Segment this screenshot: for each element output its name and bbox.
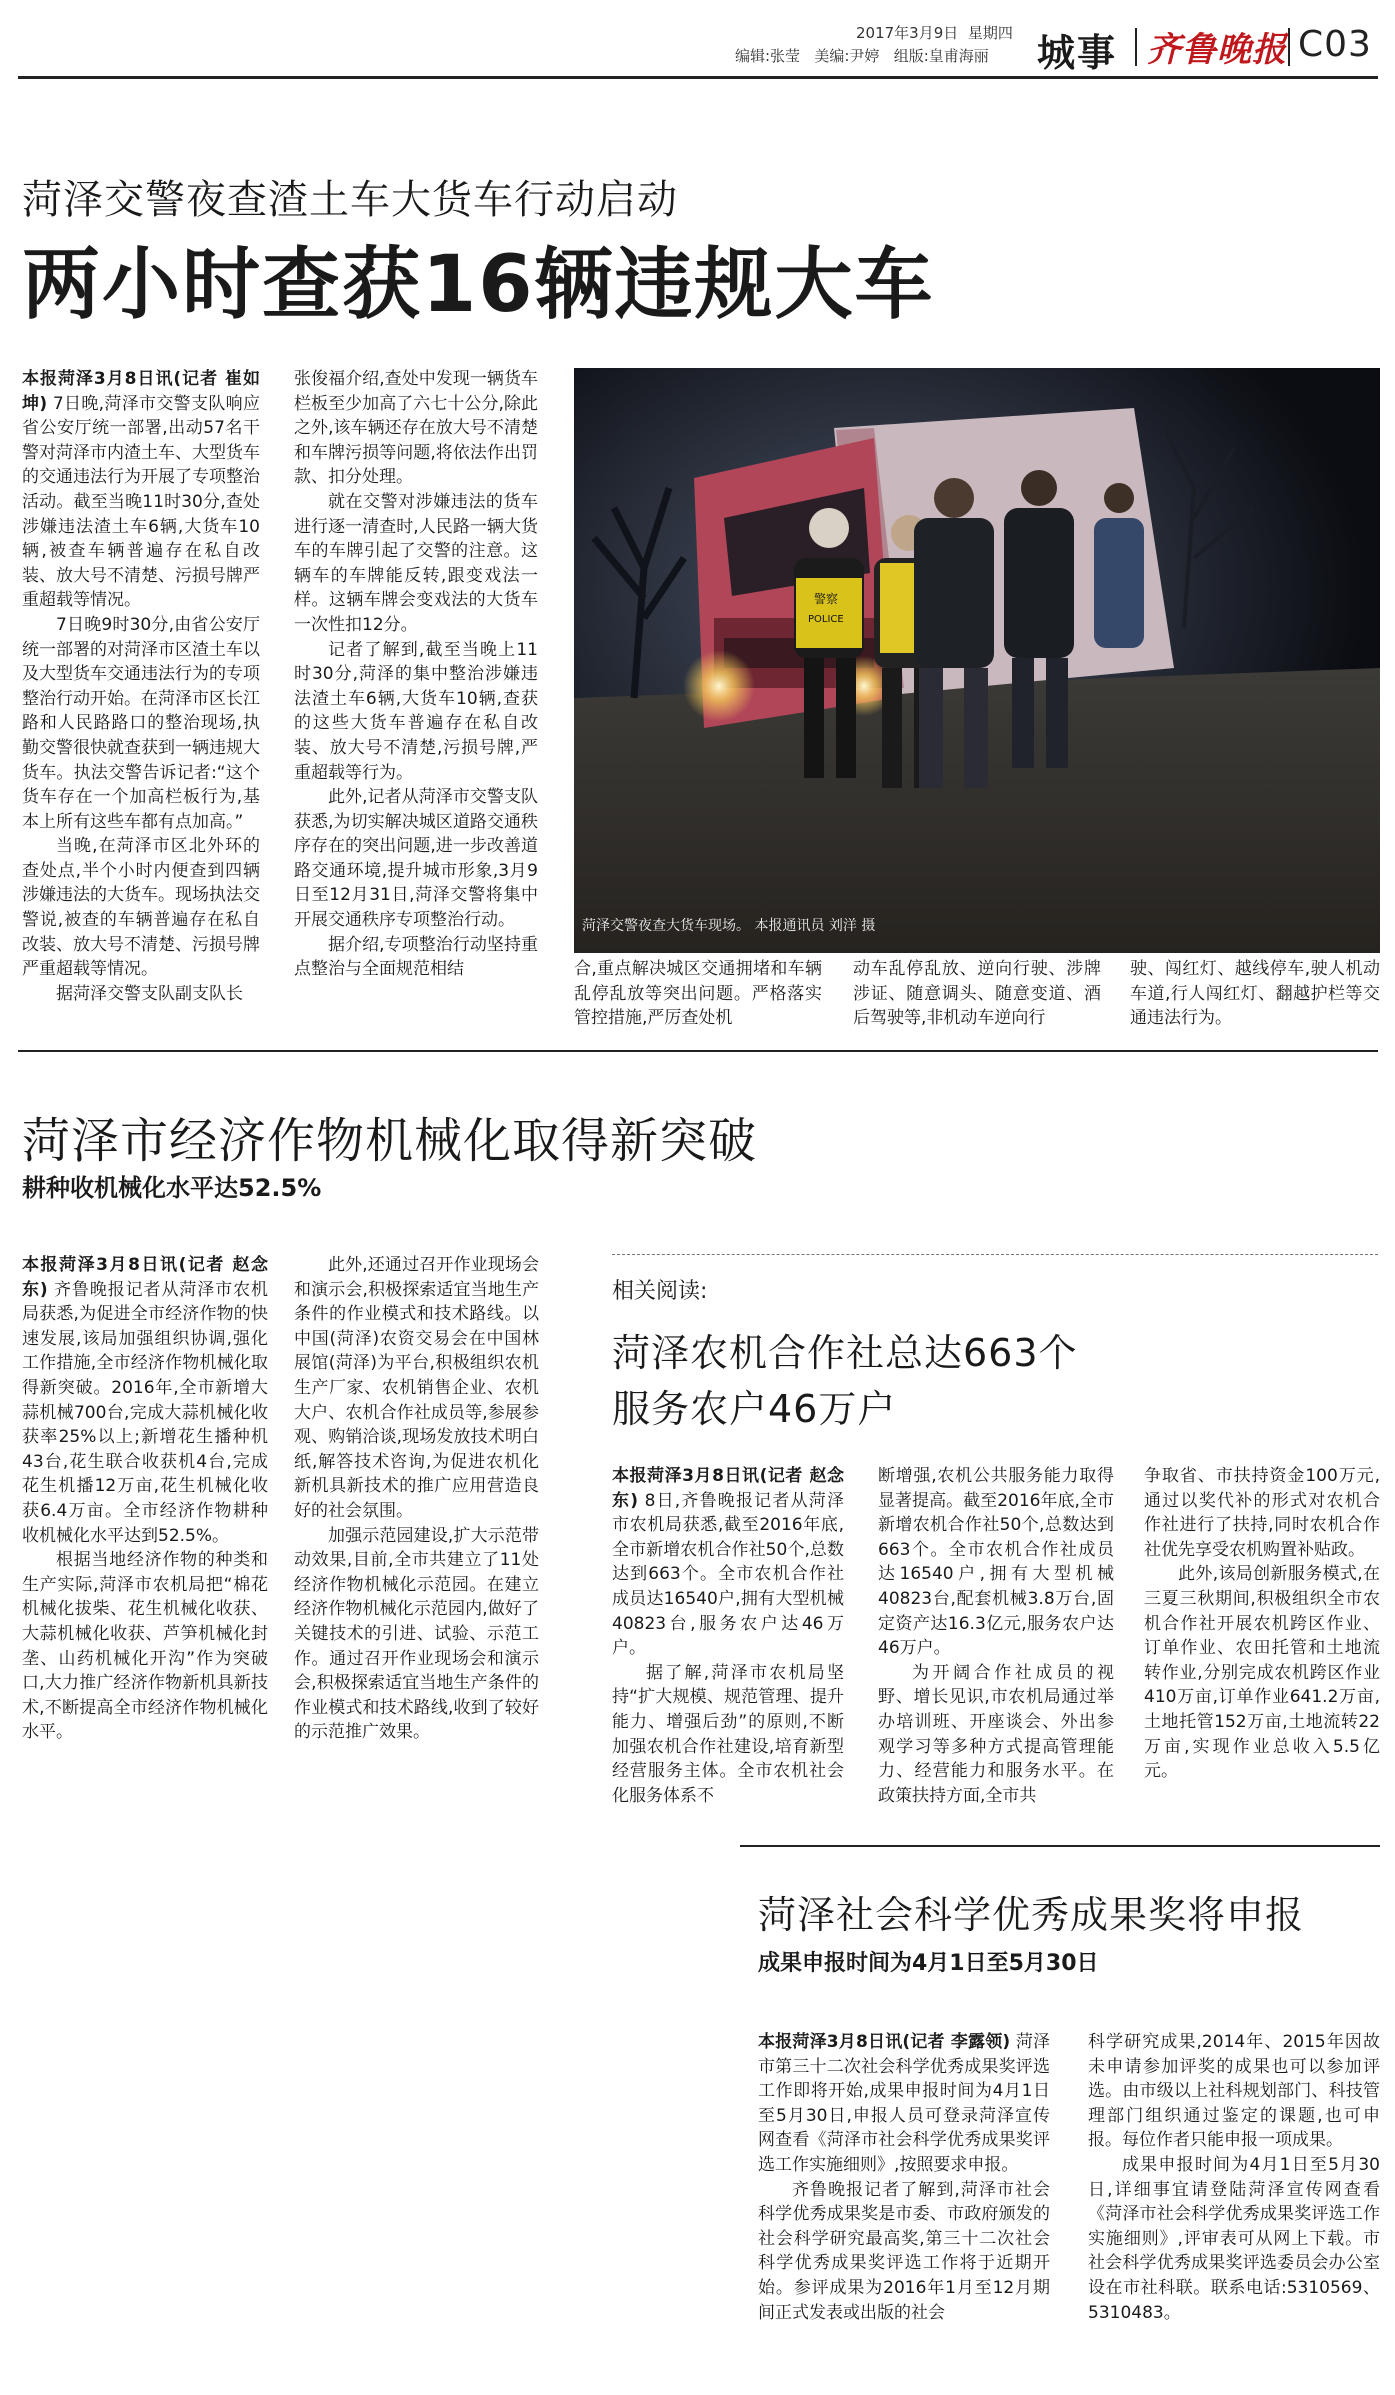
proof-credit: 组版:皇甫海丽 [893, 47, 989, 65]
photo-caption: 菏泽交警夜查大货车现场。 本报通讯员 刘洋 摄 [582, 918, 876, 934]
section-rule-1 [18, 1050, 1378, 1052]
article3-column-3 [1144, 1464, 1380, 1784]
article1-tail-column-1: 合,重点解决城区交通拥堵和车辆乱停乱放等突出问题。严格落实管控措施,严厉查处机 [574, 959, 822, 1029]
article1-paragraph: 本报菏泽3月8日讯(记者 崔如坤) 7日晚,菏泽市交警支队响应省公安厅统一部署,出动57名干警对菏泽市内渣土车、大型货车的交通违法行为开展了专项整治活动。截至当晚11时30分,查处涉嫌违法渣土车6辆,大货车10辆,被查车辆普遍存在私自改装、放大号不清楚、污损号牌严重超载等情况。 [22, 369, 260, 611]
article1-column-1 [22, 367, 260, 1006]
masthead-divider [1135, 28, 1137, 66]
article4-paragraph: 齐鲁晚报记者了解到,菏泽市社会科学优秀成果奖是市委、市政府颁发的社会科学研究最高奖,第三十二次社会科学优秀成果奖评选工作将于近期开始。参评成果为2016年1月至12月期间正式发表或出版的社会 [758, 2179, 1050, 2323]
article2-paragraph: 根据当地经济作物的种类和生产实际,菏泽市农机局把“棉花机械化拔柴、花生机械化收获、大蒜机械化收获、芦笋机械化封垄、山药机械化开沟”作为突破口,大力推广经济作物新机具新技术,不断提高全市经济作物机械化水平。 [22, 1550, 268, 1743]
article3-paragraph: 争取省、市扶持资金100万元,通过以奖代补的形式对农机合作社进行了扶持,同时农机合作社优先享受农机购置补贴政。 [1144, 1466, 1380, 1560]
article4-column-1 [758, 2030, 1050, 2325]
article1-tail-column-3: 驶、闯红灯、越线停车,驶人机动车道,行人闯红灯、翻越护栏等交通违法行为。 [1130, 959, 1380, 1029]
article3-paragraph: 据了解,菏泽市农机局坚持“扩大规模、规范管理、提升能力、增强后劲”的原则,不断加强农机合作社建设,培育新型经营服务主体。全市农机社会化服务体系不 [612, 1662, 844, 1806]
article1-kicker: 菏泽交警夜查渣土车大货车行动启动 [22, 177, 678, 223]
police-vest-label-en: POLICE [808, 614, 844, 625]
section-name: 城事 [1037, 31, 1118, 75]
article2-headline: 菏泽市经济作物机械化取得新突破 [22, 1113, 758, 1169]
editor-credit: 编辑:张莹 [735, 47, 801, 65]
article1-paragraph: 记者了解到,截至当晚上11时30分,菏泽的集中整治涉嫌违法渣土车6辆,大货车10辆,查获的这些大货车普遍存在私自改装、放大号不清楚,污损号牌,严重超载等行为。 [294, 639, 538, 783]
article2-paragraph: 此外,还通过召开作业现场会和演示会,积极探索适宜当地生产条件的作业模式和技术路线。以中国(菏泽)农资交易会在中国林展馆(菏泽)为平台,积极组织农机生产厂家、农机销售企业、农机大户、农机合作社成员等,参展参观、购销洽谈,现场发放技术明白纸,解答技术咨询,为促进农机化新机具新技术的推广应用营造良好的社会氛围。 [294, 1255, 539, 1521]
article3-headline-line-2: 服务农户46万户 [612, 1387, 897, 1431]
article2-column-2 [294, 1253, 539, 1745]
article3-column-1 [612, 1464, 844, 1808]
section-rule-2 [740, 1845, 1380, 1847]
masthead-credits [735, 45, 989, 66]
paper-logo: 齐鲁晚报 [1147, 30, 1287, 70]
article3-column-2 [878, 1464, 1114, 1808]
related-divider [612, 1254, 1378, 1255]
article1-tail-column-2: 动车乱停乱放、逆向行驶、涉牌涉证、随意调头、随意变道、酒后驾驶等,非机动车逆向行 [853, 959, 1101, 1029]
issue-date: 2017年3月9日 [856, 24, 959, 42]
article4-dateline: 本报菏泽3月8日讯(记者 李露领) [758, 2032, 1011, 2052]
article1-dateline: 本报菏泽3月8日讯(记者 崔如坤) [22, 369, 260, 414]
article1-paragraph: 7日晚9时30分,由省公安厅统一部署的对菏泽市区渣土车以及大型货车交通违法行为的专项整治行动开始。在菏泽市区长江路和人民路路口的整治现场,执勤交警很快就查获到一辆违规大货车。执法交警告诉记者:“这个货车存在一个加高栏板行为,基本上所有这些车都有点加高。” [22, 614, 260, 832]
article2-column-1 [22, 1253, 268, 1745]
article3-paragraph: 断增强,农机公共服务能力取得显著提高。截至2016年底,全市新增农机合作社50个,总数达到663个。全市农机合作社成员达16540户,拥有大型机械40823台,配套机械3.8万台,固定资产达16.3亿元,服务农户达46万户。 [878, 1466, 1114, 1659]
article3-headline-line-1: 菏泽农机合作社总达663个 [612, 1331, 1078, 1375]
article3-paragraph: 此外,该局创新服务模式,在三夏三秋期间,积极组织全市农机合作社开展农机跨区作业、订单作业、农田托管和土地流转作业,分别完成农机跨区作业410万亩,订单作业641.2万亩,土地托管152万亩,土地流转22万亩,实现作业总收入5.5亿元。 [1144, 1564, 1380, 1782]
article1-paragraph: 就在交警对涉嫌违法的货车进行逐一清查时,人民路一辆大货车的车牌引起了交警的注意。这辆车的车牌能反转,跟变戏法一样。这辆车牌会变戏法的大货车一次性扣12分。 [294, 491, 538, 635]
article2-paragraph: 加强示范园建设,扩大示范带动效果,目前,全市共建立了11处经济作物机械化示范园。在建立经济作物机械化示范园内,做好了关键技术的引进、试验、示范工作。通过召开作业现场会和演示会,积极探索适宜当地生产条件的作业模式和技术路线,收到了较好的示范推广效果。 [294, 1525, 539, 1743]
article4-paragraph: 本报菏泽3月8日讯(记者 李露领) 菏泽市第三十二次社会科学优秀成果奖评选工作即将开始,成果申报时间为4月1日至5月30日,申报人员可登录菏泽宣传网查看《菏泽市社会科学优秀成果奖评选工作实施细则》,按照要求申报。 [758, 2032, 1051, 2175]
article4-column-2 [1088, 2030, 1380, 2325]
article3-dateline: 本报菏泽3月8日讯(记者 赵念东) [612, 1466, 844, 1511]
page-code: C03 [1298, 24, 1372, 65]
article2-dateline: 本报菏泽3月8日讯(记者 赵念东) [22, 1255, 268, 1300]
article3-paragraph: 为开阔合作社成员的视野、增长见识,市农机局通过举办培训班、开座谈会、外出参观学习等多种方式提高管理能力、经营能力和服务水平。在政策扶持方面,全市共 [878, 1662, 1114, 1806]
article4-headline: 菏泽社会科学优秀成果奖将申报 [758, 1893, 1305, 1937]
article3-paragraph: 本报菏泽3月8日讯(记者 赵念东) 8日,齐鲁晚报记者从菏泽市农机局获悉,截至2016年底,全市新增农机合作社50个,总数达到663个。全市农机合作社成员达16540户,拥有大型机械40823台,服务农户达46万户。 [612, 1466, 844, 1659]
article1-headline: 两小时查获16辆违规大车 [22, 240, 935, 330]
article4-subhead: 成果申报时间为4月1日至5月30日 [758, 1951, 1099, 1976]
article1-paragraph: 张俊福介绍,查处中发现一辆货车栏板至少加高了六七十公分,除此之外,该车辆还存在放大号不清楚和车牌污损等问题,将依法作出罚款、扣分处理。 [294, 369, 538, 488]
night-checkpoint-photo [574, 368, 1380, 953]
masthead-date [856, 22, 1013, 43]
article1-column-2 [294, 367, 538, 982]
article1-paragraph: 当晚,在菏泽市区北外环的查处点,半个小时内便查到四辆涉嫌违法的大货车。现场执法交警说,被查的车辆普遍存在私自改装、放大号不清楚、污损号牌严重超载等情况。 [22, 836, 260, 980]
police-vest-label: 警察 [814, 592, 839, 606]
article4-paragraph: 成果申报时间为4月1日至5月30日,详细事宜请登陆菏泽宣传网查看《菏泽市社会科学优秀成果奖评选工作实施细则》,评审表可从网上下载。市社会科学优秀成果奖评选委员会办公室设在市社科联。联系电话:5310569、5310483。 [1088, 2154, 1380, 2323]
masthead-rule [18, 76, 1378, 79]
article1-paragraph: 据介绍,专项整治行动坚持重点整治与全面规范相结 [294, 934, 538, 980]
news-photo [574, 368, 1380, 953]
issue-weekday: 星期四 [967, 24, 1013, 42]
art-editor-credit: 美编:尹婷 [814, 47, 880, 65]
article2-subhead: 耕种收机械化水平达52.5% [22, 1174, 322, 1202]
article2-paragraph: 本报菏泽3月8日讯(记者 赵念东) 齐鲁晚报记者从菏泽市农机局获悉,为促进全市经济作物的快速发展,该局加强组织协调,强化工作措施,全市经济作物机械化取得新突破。2016年,全市新增大蒜机械700台,完成大蒜机械化收获率25%以上;新增花生播种机43台,花生联合收获机4台,完成花生机播12万亩,花生机械化收获6.4万亩。全市经济作物耕种收机械化水平达到52.5%。 [22, 1255, 268, 1546]
article4-paragraph: 科学研究成果,2014年、2015年因故未申请参加评奖的成果也可以参加评选。由市级以上社科规划部门、科技管理部门组织通过鉴定的课题,也可申报。每位作者只能申报一项成果。 [1088, 2032, 1380, 2151]
article1-paragraph: 此外,记者从菏泽市交警支队获悉,为切实解决城区道路交通秩序存在的突出问题,进一步改善道路交通环境,提升城市形象,3月9日至12月31日,菏泽交警将集中开展交通秩序专项整治行动。 [294, 787, 538, 931]
masthead-divider-2 [1288, 28, 1290, 66]
related-label: 相关阅读: [612, 1279, 708, 1304]
article1-paragraph: 据菏泽交警支队副支队长 [56, 983, 243, 1004]
